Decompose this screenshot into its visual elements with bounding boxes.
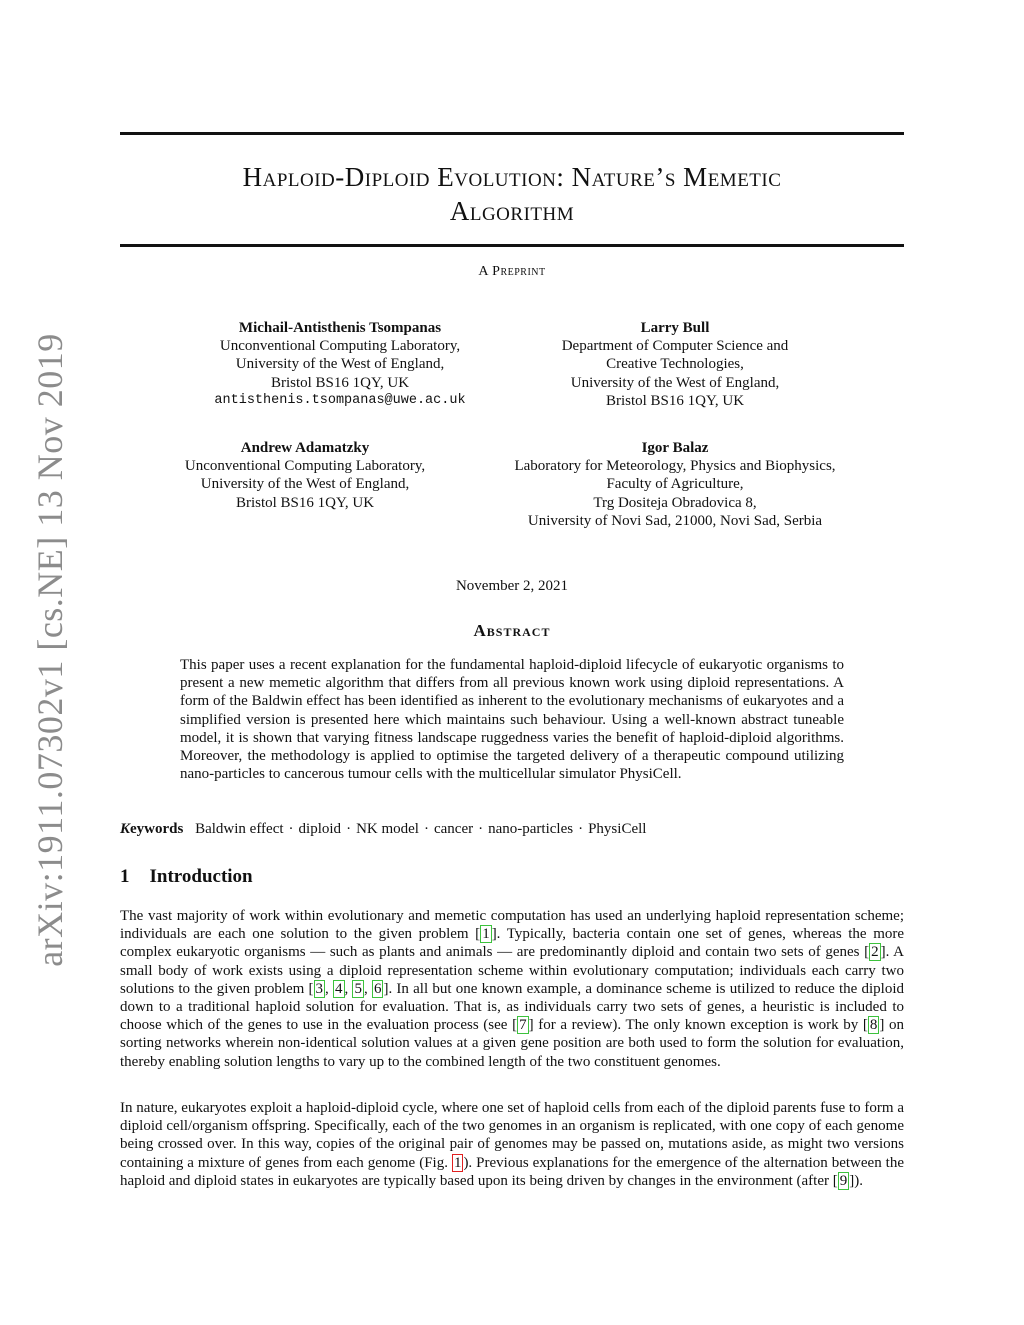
keyword: diploid bbox=[298, 821, 342, 837]
keywords-line bbox=[120, 821, 646, 838]
author-affiliation: Unconventional Computing Laboratory, bbox=[184, 458, 426, 475]
citation-link[interactable]: 8 bbox=[869, 1017, 878, 1034]
keywords-label-rest: eywords bbox=[130, 821, 184, 837]
section-number: 1 bbox=[120, 866, 130, 887]
keyword-separator: · bbox=[578, 821, 584, 837]
arxiv-identifier: arXiv:1911.07302v1 [cs.NE] 13 Nov 2019 bbox=[30, 333, 70, 967]
publication-date: November 2, 2021 bbox=[455, 578, 569, 594]
author-name: Igor Balaz bbox=[641, 440, 709, 456]
citation-link[interactable]: 1 bbox=[482, 926, 490, 943]
text-run: ]). bbox=[849, 1172, 863, 1189]
figure-link[interactable]: 1 bbox=[453, 1154, 462, 1171]
text-run: ]. A small body of work exists using a diploid representation scheme within evolutionary computation; individuals each carry two solutions to the given problem [ bbox=[120, 944, 905, 997]
author-affiliation: Trg Dositeja Obradovica 8, bbox=[593, 494, 757, 511]
citation-link[interactable]: 9 bbox=[839, 1172, 848, 1189]
abstract-text: This paper uses a recent explanation for the fundamental haploid-diploid lifecycle of eukaryotic organisms to present a new memetic algorithm that differs from all previous known work using diploid representations. A form of the Baldwin effect has been identified as inherent to the evolutionary mechanisms of eukaryotes and a simplified version is presented here which maintains such behaviour. Using a well-known abstract tuneable model, it is shown that varying fitness landscape ruggedness varies the benefit of haploid-diploid algorithms. Moreover, the methodology is applied to optimise the targeted delivery of a therapeutic compound utilizing nano-particles to cancerous tumour cells with the multicellular simulator PhysiCell. bbox=[180, 657, 844, 783]
author-affiliation: Bristol BS16 1QY, UK bbox=[605, 392, 745, 409]
author-affiliation: University of the West of England, bbox=[570, 374, 780, 391]
author-affiliation: Faculty of Agriculture, bbox=[606, 476, 744, 493]
author-affiliation: University of the West of England, bbox=[200, 476, 410, 493]
keyword-separator: · bbox=[346, 821, 352, 837]
keyword: cancer bbox=[433, 821, 474, 837]
author-affiliation: University of the West of England, bbox=[235, 356, 445, 373]
author-affiliation: Department of Computer Science and bbox=[561, 338, 789, 355]
intro-paragraph-2 bbox=[120, 1099, 904, 1190]
keyword-separator: · bbox=[478, 821, 484, 837]
keywords-label bbox=[120, 821, 183, 837]
citation-link[interactable]: 5 bbox=[354, 980, 362, 997]
text-run: , bbox=[325, 980, 334, 997]
keyword-separator: · bbox=[423, 821, 429, 837]
keywords-label-initial: K bbox=[120, 821, 131, 837]
author-name: Andrew Adamatzky bbox=[240, 440, 370, 456]
text-run: ]. Typically, bacteria contain one set of genes, whereas the more complex eukaryotic organisms — such as plants and animals — are predominantly diploid and contain two sets of genes [ bbox=[120, 926, 905, 961]
section-title: Introduction bbox=[149, 866, 253, 887]
text-run: ). Previous explanations for the emergence of the alternation between the haploid and diploid states in eukaryotes are typically based upon its being driven by changes in the environment (after [ bbox=[120, 1154, 905, 1189]
text-run: In nature, eukaryotes exploit a haploid-diploid cycle, where one set of haploid cells from each of the diploid parents fuse to form a diploid cell/organism offspring. Specifically, each of the two genomes in an organism is replicated, with one copy of each genome being crossed over. In this way, copies of the original pair of genomes may be passed on, mutations aside, as might two versions containing a mixture of genes from each genome (Fig. bbox=[120, 1100, 904, 1171]
citation-link[interactable]: 6 bbox=[373, 980, 382, 997]
citation-link[interactable]: 3 bbox=[315, 980, 324, 997]
author-block-tsompanas bbox=[170, 319, 510, 410]
title-line-1: Haploid-Diploid Evolution: Nature’s Memetic bbox=[242, 162, 782, 192]
author-email[interactable]: antisthenis.tsompanas@uwe.ac.uk bbox=[214, 392, 466, 408]
text-run: ]. In all but one known example, a dominance scheme is utilized to reduce the diploid down to a traditional haploid solution for evaluation. That is, as individuals carry two sets of genes, a heuristic is included to choose which of the genes to use in the evaluation process (see [ bbox=[120, 980, 904, 1034]
keyword: nano-particles bbox=[488, 821, 574, 837]
preprint-label: A Preprint bbox=[478, 264, 546, 279]
section-heading-introduction bbox=[120, 866, 253, 888]
author-block-balaz bbox=[485, 439, 865, 530]
abstract-heading: Abstract bbox=[473, 621, 551, 640]
intro-paragraph-1 bbox=[120, 907, 904, 1071]
citation-link[interactable]: 2 bbox=[871, 944, 879, 961]
keyword: PhysiCell bbox=[588, 821, 647, 837]
title-rule-bottom bbox=[120, 244, 904, 247]
keyword-separator: · bbox=[288, 821, 294, 837]
author-name: Larry Bull bbox=[640, 320, 710, 336]
author-block-adamatzky bbox=[150, 439, 460, 512]
text-run: , bbox=[363, 980, 372, 997]
keyword: NK model bbox=[356, 821, 419, 837]
citation-link[interactable]: 7 bbox=[519, 1017, 527, 1034]
text-run: , bbox=[344, 980, 353, 997]
citation-link[interactable]: 4 bbox=[335, 980, 343, 997]
author-affiliation: Bristol BS16 1QY, UK bbox=[235, 494, 375, 511]
author-block-bull bbox=[495, 319, 855, 410]
paper-title bbox=[120, 160, 904, 228]
author-affiliation: Bristol BS16 1QY, UK bbox=[270, 374, 410, 391]
text-run: ] on sorting networks wherein non-identical solution values at a given gene position are both used to form the solution for evaluation, thereby enabling solution lengths to vary up to the combined length of the two constituent genomes. bbox=[120, 1017, 904, 1070]
author-name: Michail-Antisthenis Tsompanas bbox=[238, 320, 442, 336]
title-rule-top bbox=[120, 132, 904, 135]
author-affiliation: Laboratory for Meteorology, Physics and Biophysics, bbox=[514, 458, 836, 475]
author-affiliation: Creative Technologies, bbox=[606, 356, 744, 373]
text-run: The vast majority of work within evolutionary and memetic computation has used an underlying haploid representation scheme; individuals are each one solution to the given problem [ bbox=[120, 908, 904, 943]
author-affiliation: University of Novi Sad, 21000, Novi Sad, Serbia bbox=[527, 512, 823, 529]
author-affiliation: Unconventional Computing Laboratory, bbox=[219, 338, 461, 355]
text-run: ] for a review). The only known exception is work by [ bbox=[528, 1017, 868, 1034]
title-line-2: Algorithm bbox=[449, 196, 575, 226]
keyword: Baldwin effect bbox=[195, 821, 284, 837]
